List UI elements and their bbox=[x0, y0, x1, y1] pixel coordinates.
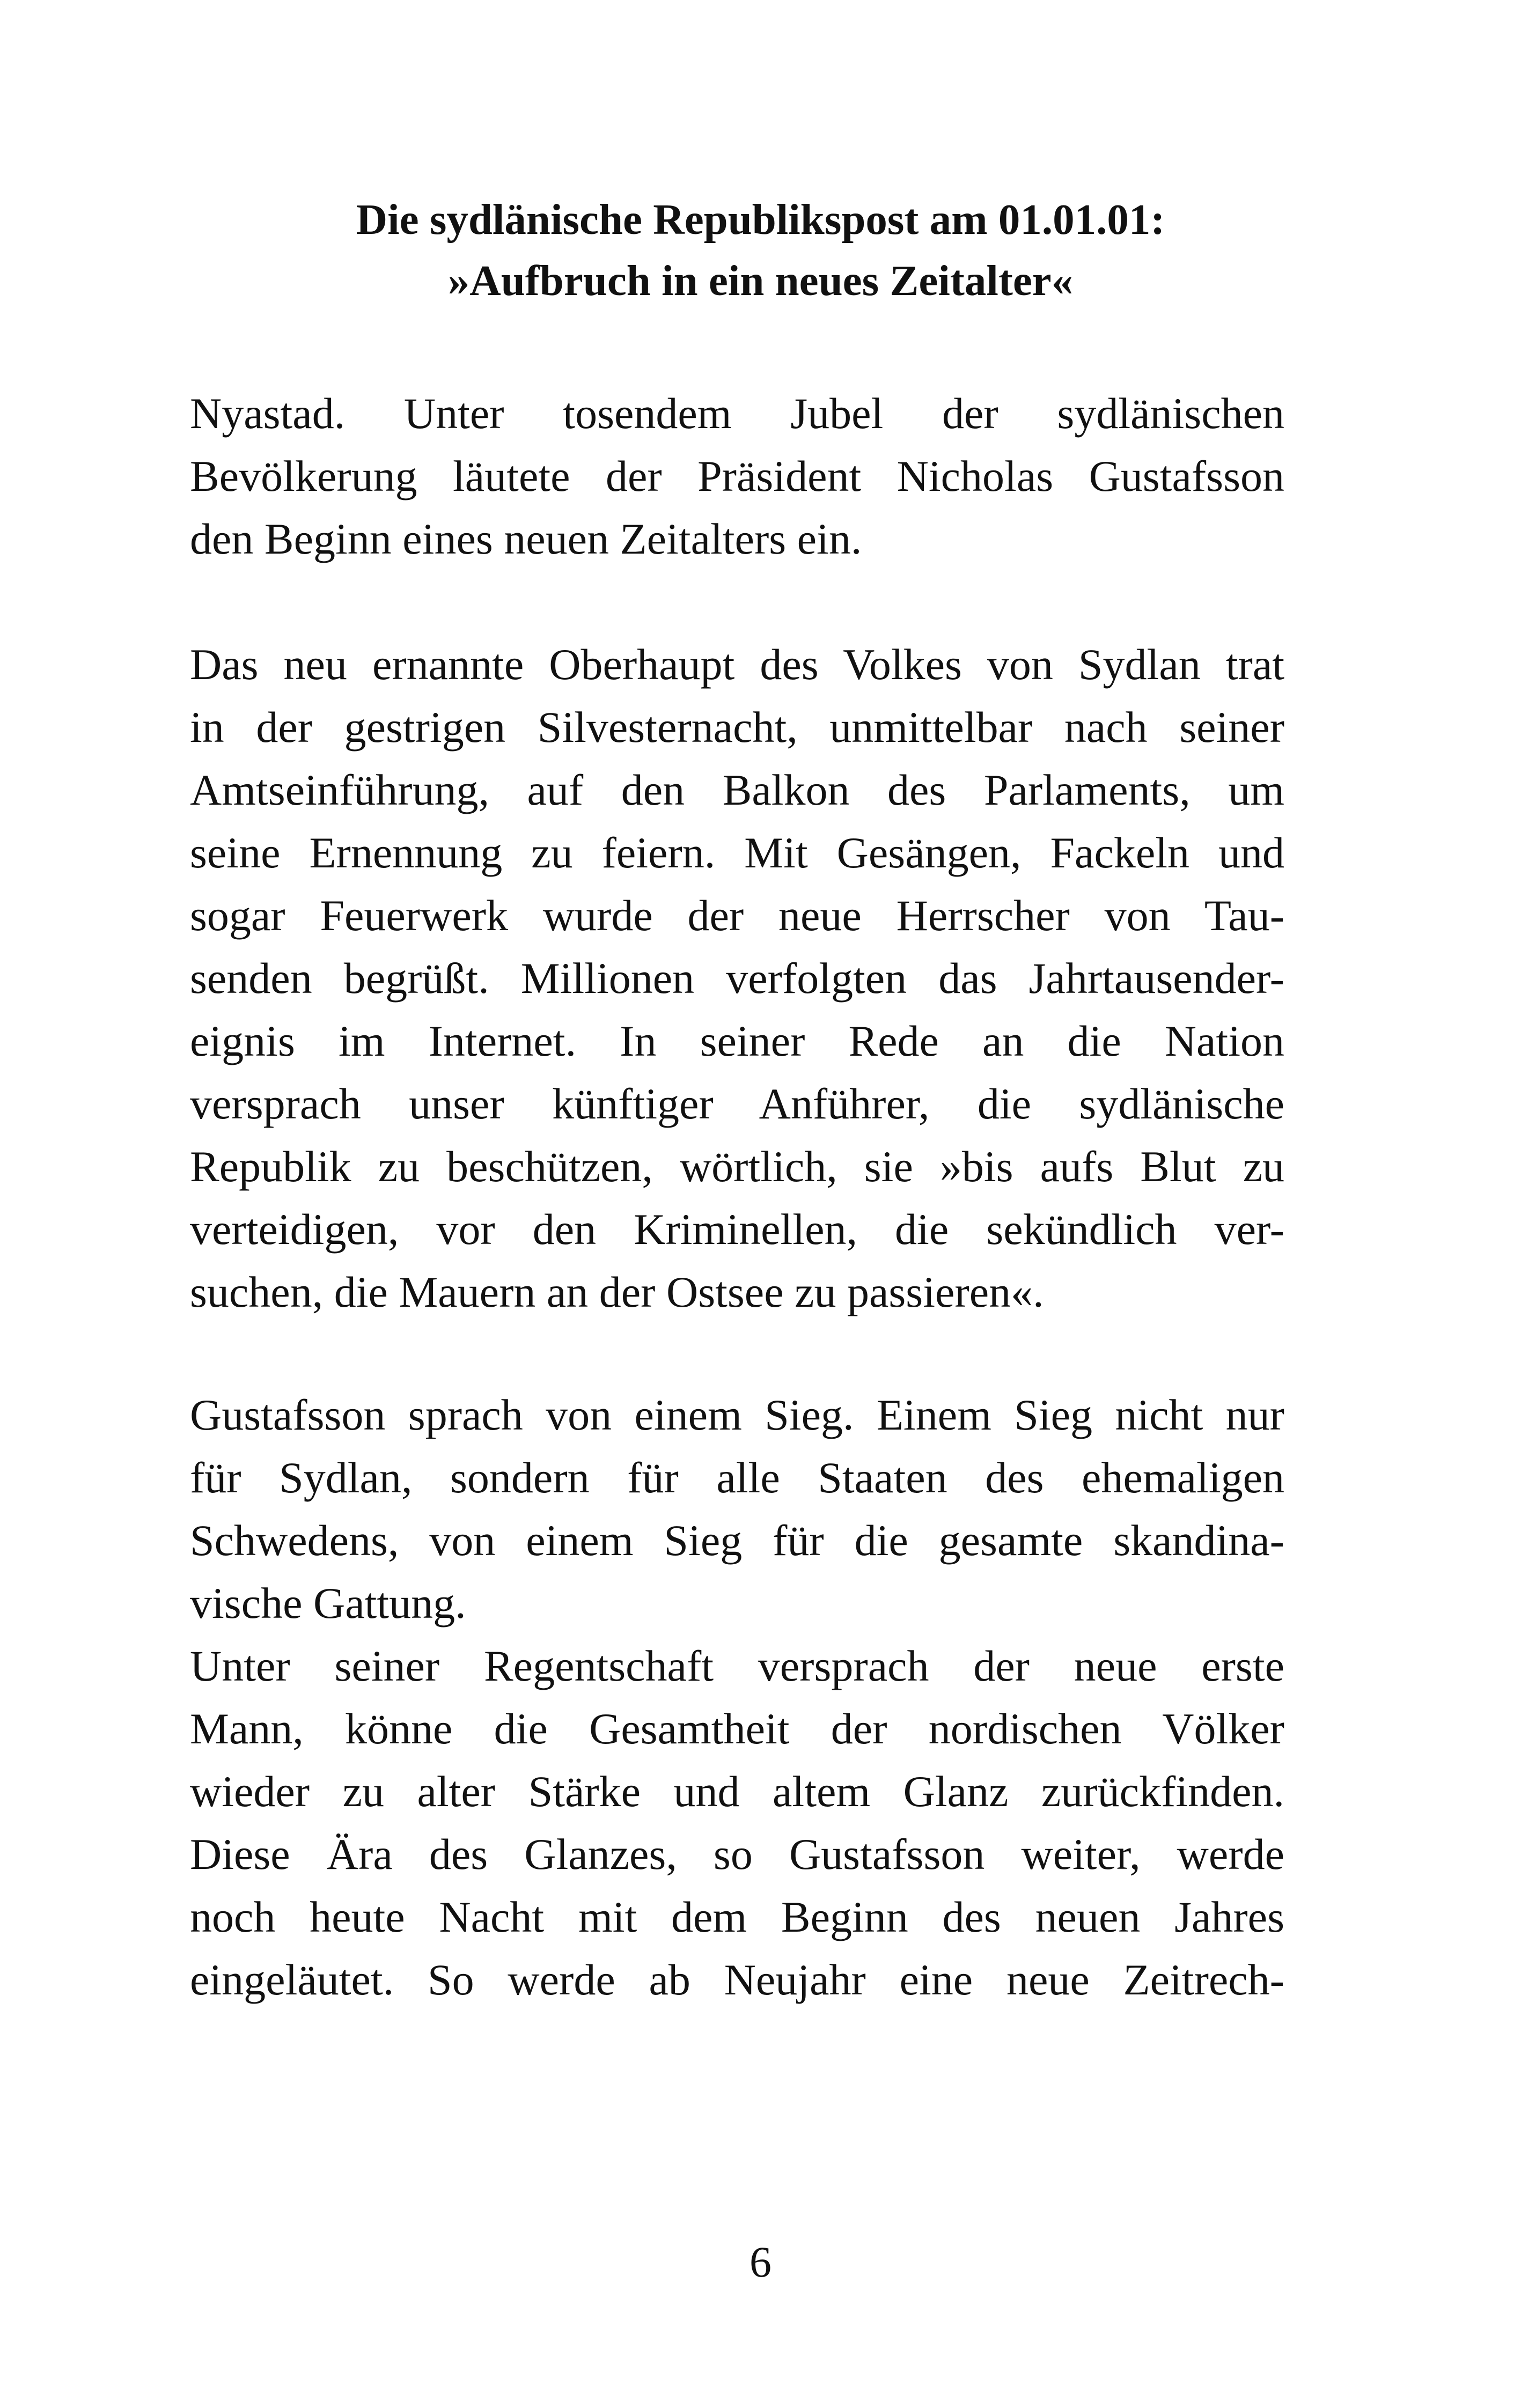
paragraph-3 bbox=[190, 1383, 1284, 2011]
text-line: suchen, die Mauern an der Ostsee zu passieren«. bbox=[190, 1268, 1044, 1316]
text-line: für Sydlan, sondern für alle Staaten des ehemaligen bbox=[190, 1453, 1284, 1502]
text-line: Unter seiner Regentschaft versprach der neue erste bbox=[190, 1641, 1284, 1690]
title-line-2: »Aufbruch in ein neues Zeitalter« bbox=[447, 256, 1074, 305]
text-line: Schwedens, von einem Sieg für die gesamte skandina- bbox=[190, 1516, 1284, 1565]
text-line: verteidigen, vor den Kriminellen, die sekündlich ver- bbox=[190, 1205, 1284, 1254]
paragraph-2 bbox=[190, 633, 1284, 1323]
text-line: den Beginn eines neuen Zeitalters ein. bbox=[190, 514, 862, 563]
text-line: eignis im Internet. In seiner Rede an die Nation bbox=[190, 1017, 1284, 1065]
text-line: Das neu ernannte Oberhaupt des Volkes von Sydlan trat bbox=[190, 640, 1284, 689]
text-line: in der gestrigen Silvesternacht, unmittelbar nach seiner bbox=[190, 703, 1284, 752]
text-line: wieder zu alter Stärke und altem Glanz zurückfinden. bbox=[190, 1767, 1284, 1816]
text-line: noch heute Nacht mit dem Beginn des neuen Jahres bbox=[190, 1892, 1284, 1941]
text-line: Mann, könne die Gesamtheit der nordischen Völker bbox=[190, 1704, 1284, 1753]
text-line: Nyastad. Unter tosendem Jubel der sydlänischen bbox=[190, 389, 1284, 438]
text-line: versprach unser künftiger Anführer, die sydlänische bbox=[190, 1079, 1284, 1128]
text-line: Republik zu beschützen, wörtlich, sie »bis aufs Blut zu bbox=[190, 1142, 1284, 1191]
text-line: Amtseinführung, auf den Balkon des Parlaments, um bbox=[190, 765, 1284, 814]
text-line: Gustafsson sprach von einem Sieg. Einem Sieg nicht nur bbox=[190, 1390, 1284, 1439]
text-line: seine Ernennung zu feiern. Mit Gesängen, Fackeln und bbox=[190, 828, 1284, 877]
page-number: 6 bbox=[750, 2237, 771, 2286]
text-line: senden begrüßt. Millionen verfolgten das Jahrtausender- bbox=[190, 954, 1284, 1003]
text-line: sogar Feuerwerk wurde der neue Herrscher von Tau- bbox=[190, 891, 1284, 940]
title-line-1: Die sydlänische Republikspost am 01.01.01: bbox=[356, 195, 1165, 244]
text-line: Bevölkerung läutete der Präsident Nicholas Gustafsson bbox=[190, 452, 1284, 500]
text-line: vische Gattung. bbox=[190, 1579, 466, 1628]
paragraph-1 bbox=[190, 382, 1284, 570]
chapter-title bbox=[0, 189, 1521, 311]
text-line: Diese Ära des Glanzes, so Gustafsson weiter, werde bbox=[190, 1830, 1284, 1879]
text-line: eingeläutet. So werde ab Neujahr eine neue Zeitrech- bbox=[190, 1955, 1284, 2004]
